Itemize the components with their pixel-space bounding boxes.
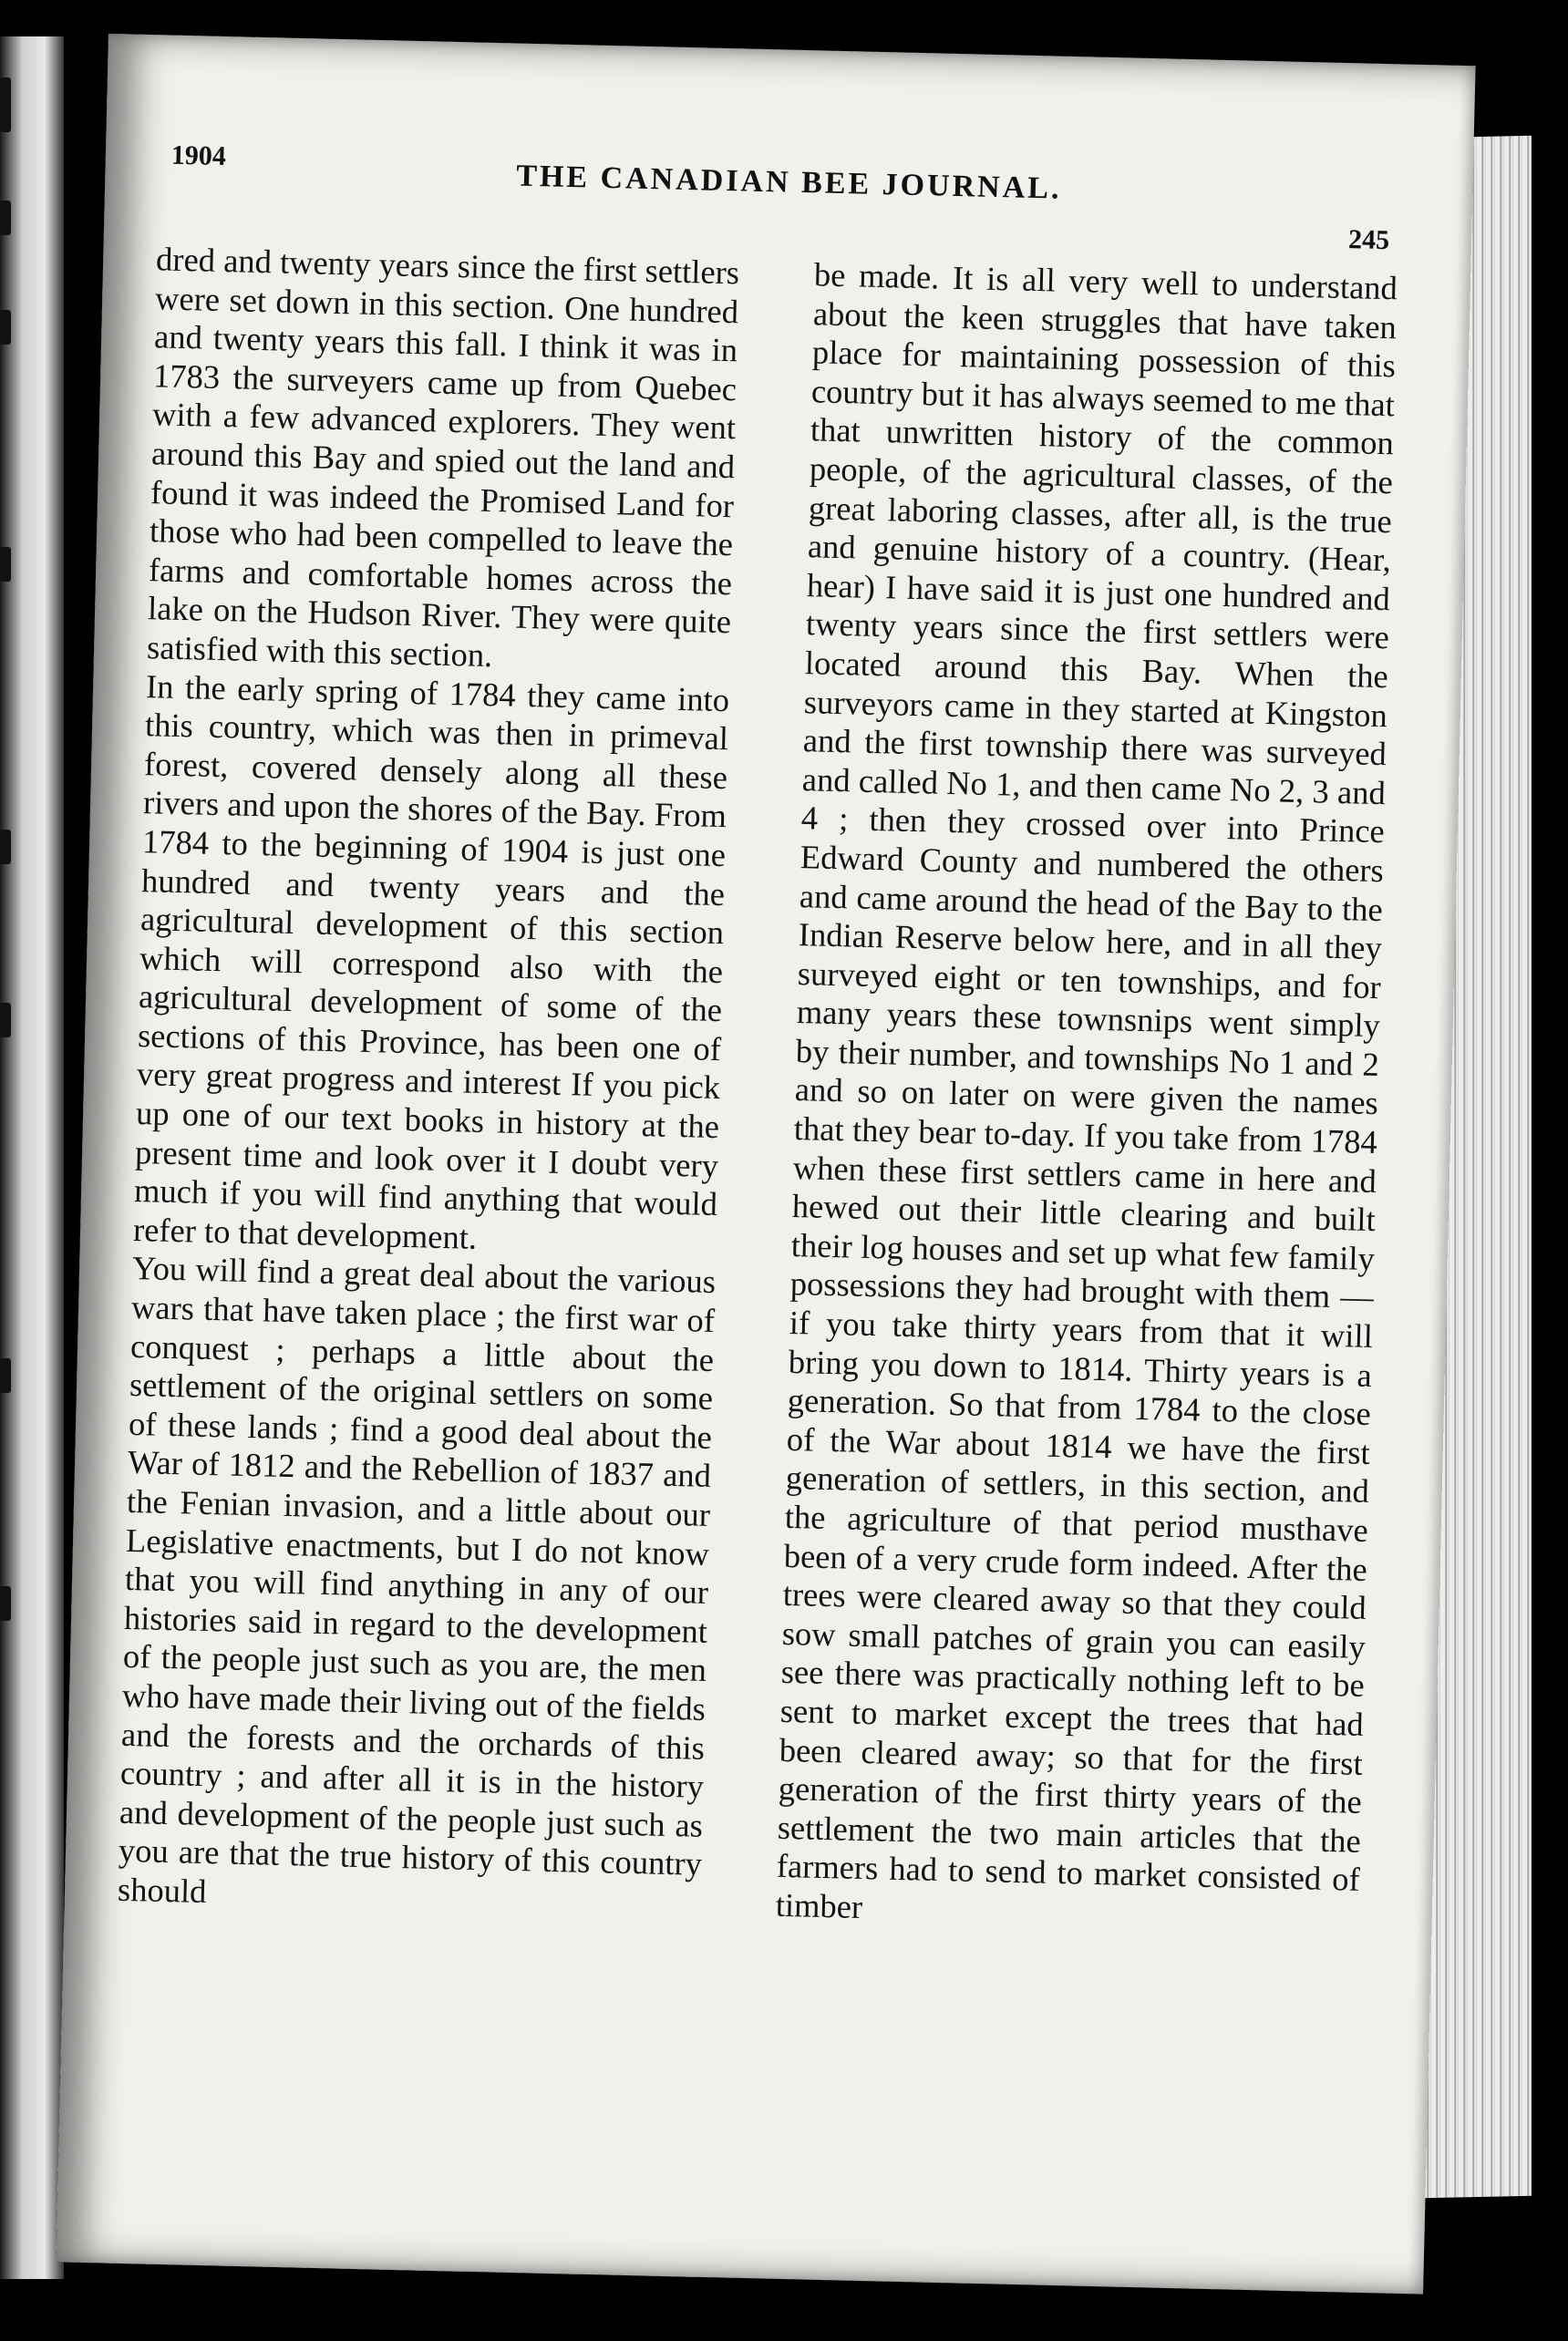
paragraph: You will find a great deal about the various wars that have taken place ; the first war of conquest ; perhaps a little about the settlement of the original settlers on some of these lands ; find a good deal about the War of 1812 and the Rebellion of 1837 and the Fenian invasion, and a little about our Legislative enactments, but I do not know that you will find anything in any of our histories said in regard to the development of the people just such as you are, the men who have made their living out of the fields and the forests and the orchards of this country ; and after all it is in the history and development of the people just such as you are that the true history of this country should xyxy=(117,1249,717,1910)
journal-page xyxy=(56,34,1475,2295)
right-column xyxy=(775,255,1398,1938)
paragraph: be made. It is all very well to understand about the keen struggles that have taken place for maintaining possession of this country but it has always seemed to me that that unwritten history of the common people, of the agricultural classes, of the great laboring classes, after all, is the true and genuine history of a country. (Hear, hear) I have said it is just one hundred and twenty years since the first settlers were located around this Bay. When the surveyors came in they started at Kingston and the first township there was surveyed and called No 1, and then came No 2, 3 and 4 ; then they crossed over into Prince Edward County and numbered the others and came around the head of the Bay to the Indian Reserve below here, and in all they surveyed eight or ten townships, and for many years these townsnips went simply by their number, and townships No 1 and 2 and so on later on were given the names that they bear to-day. If you take from 1784 when these first settlers came in here and hewed out their little clearing and built their log houses and set up what few family possessions they had brought with them — if you take thirty years from that it will bring you down to 1814. Thirty years is a generation. So that from 1784 to the close of the War about 1814 we have the first generation of settlers, in this section, and the agriculture of that period musthave been of a very crude form indeed. After the trees were cleared away so that they could sow small patches of grain you can easily see there was practically nothing left to be sent to market except the trees that had been cleared away; so that for the first generation of the first thirty years of the settlement the two main articles that the farmers had to send to market consisted of timber xyxy=(775,255,1398,1925)
page-container xyxy=(56,34,1530,2295)
paragraph: dred and twenty years since the first settlers were set down in this section. One hundred and twenty years this fall. I think it was in 1783 the surveyers came up from Quebec with a few advanced explorers. They went around this Bay and spied out the land and found it was indeed the Promised Land for those who had been compelled to leave the farms and comfortable homes across the lake on the Hudson River. They were quite satisfied with this section. xyxy=(146,240,740,675)
left-column xyxy=(118,240,740,1923)
page-number: 245 xyxy=(1347,224,1390,256)
paragraph: In the early spring of 1784 they came into this country, which was then in primeval forest, covered densely along all these rivers and upon the shores of the Bay. From 1784 to the beginning of 1904 is just one hundred and twenty years and the agricultural development of this section which will correspond also with the agricultural development of some of the sections of this Province, has been one of very great progress and interest If you pick up one of our text books in history at the present time and look over it I doubt very much if you will find anything that would refer to that development. xyxy=(132,666,730,1256)
folio-left: 1904 xyxy=(170,139,227,172)
adjacent-page-edge xyxy=(0,36,64,2279)
journal-title: THE CANADIAN BEE JOURNAL. xyxy=(515,159,1062,206)
running-head xyxy=(105,139,1473,256)
